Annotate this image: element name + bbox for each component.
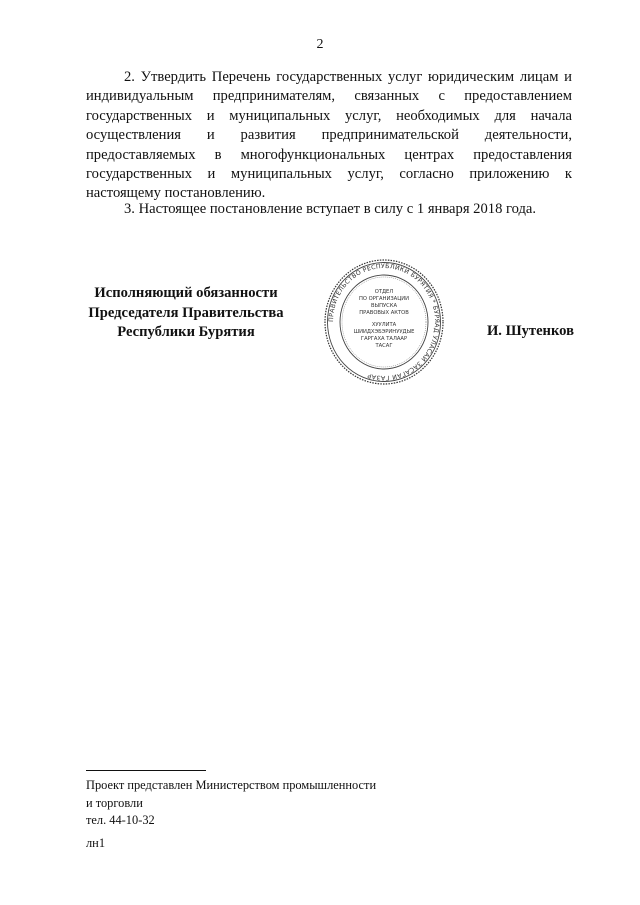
seal-line-5: ХУУЛИТА [371,322,397,328]
official-seal-stamp [323,258,445,386]
signer-title-line-1: Исполняющий обязанности [94,285,278,301]
signer-name: И. Шутенков [486,323,574,339]
page-number: 2 [316,37,324,52]
footnote-line-1: Проект представлен Министерством промышленности [86,778,377,792]
seal-line-6: ШИИДХЭБЭРИНУУДЫЕ [353,329,415,335]
footnote-line-2: и торговли [86,795,143,810]
seal-line-8: ТАСАГ [375,343,393,349]
paragraph-2: 2. Утвердить Перечень государственных услуг юридическим лицам и индивидуальным предпринимателям, связанных с предоставлением государственных и муниципальных услуг, необходимых для начала осуществления и развития предпринимательской деятельности, предоставляемых в многофункциональных центрах предоставления государственных и муниципальных услуг, согласно приложению к настоящему постановлению. [86,69,572,202]
seal-line-4: ПРАВОВЫХ АКТОВ [359,310,409,316]
signer-title-line-3: Республики Бурятия [117,324,255,340]
footnote-line-3: тел. 44-10-32 [86,813,155,827]
signer-title [86,284,286,343]
seal-line-7: ГАРГАХА ТАЛААР [360,336,408,342]
paragraph-3: 3. Настоящее постановление вступает в силу с 1 января 2018 года. [124,201,537,217]
seal-line-1: ОТДЕЛ [374,289,394,295]
seal-outer-text: ПРАВИТЕЛЬСТВО РЕСПУБЛИКИ БУРЯТИЯ * БУРЯАД УЛАСАЙ ЗАСАГАЙ ГАЗАР [327,262,441,382]
footnote [86,777,406,830]
footnote-divider [86,770,206,771]
seal-line-2: ПО ОРГАНИЗАЦИИ [358,296,410,302]
signer-title-line-2: Председателя Правительства [88,304,284,321]
seal-line-3: ВЫПУСКА [370,303,398,309]
document-initials: лн1 [86,836,106,850]
